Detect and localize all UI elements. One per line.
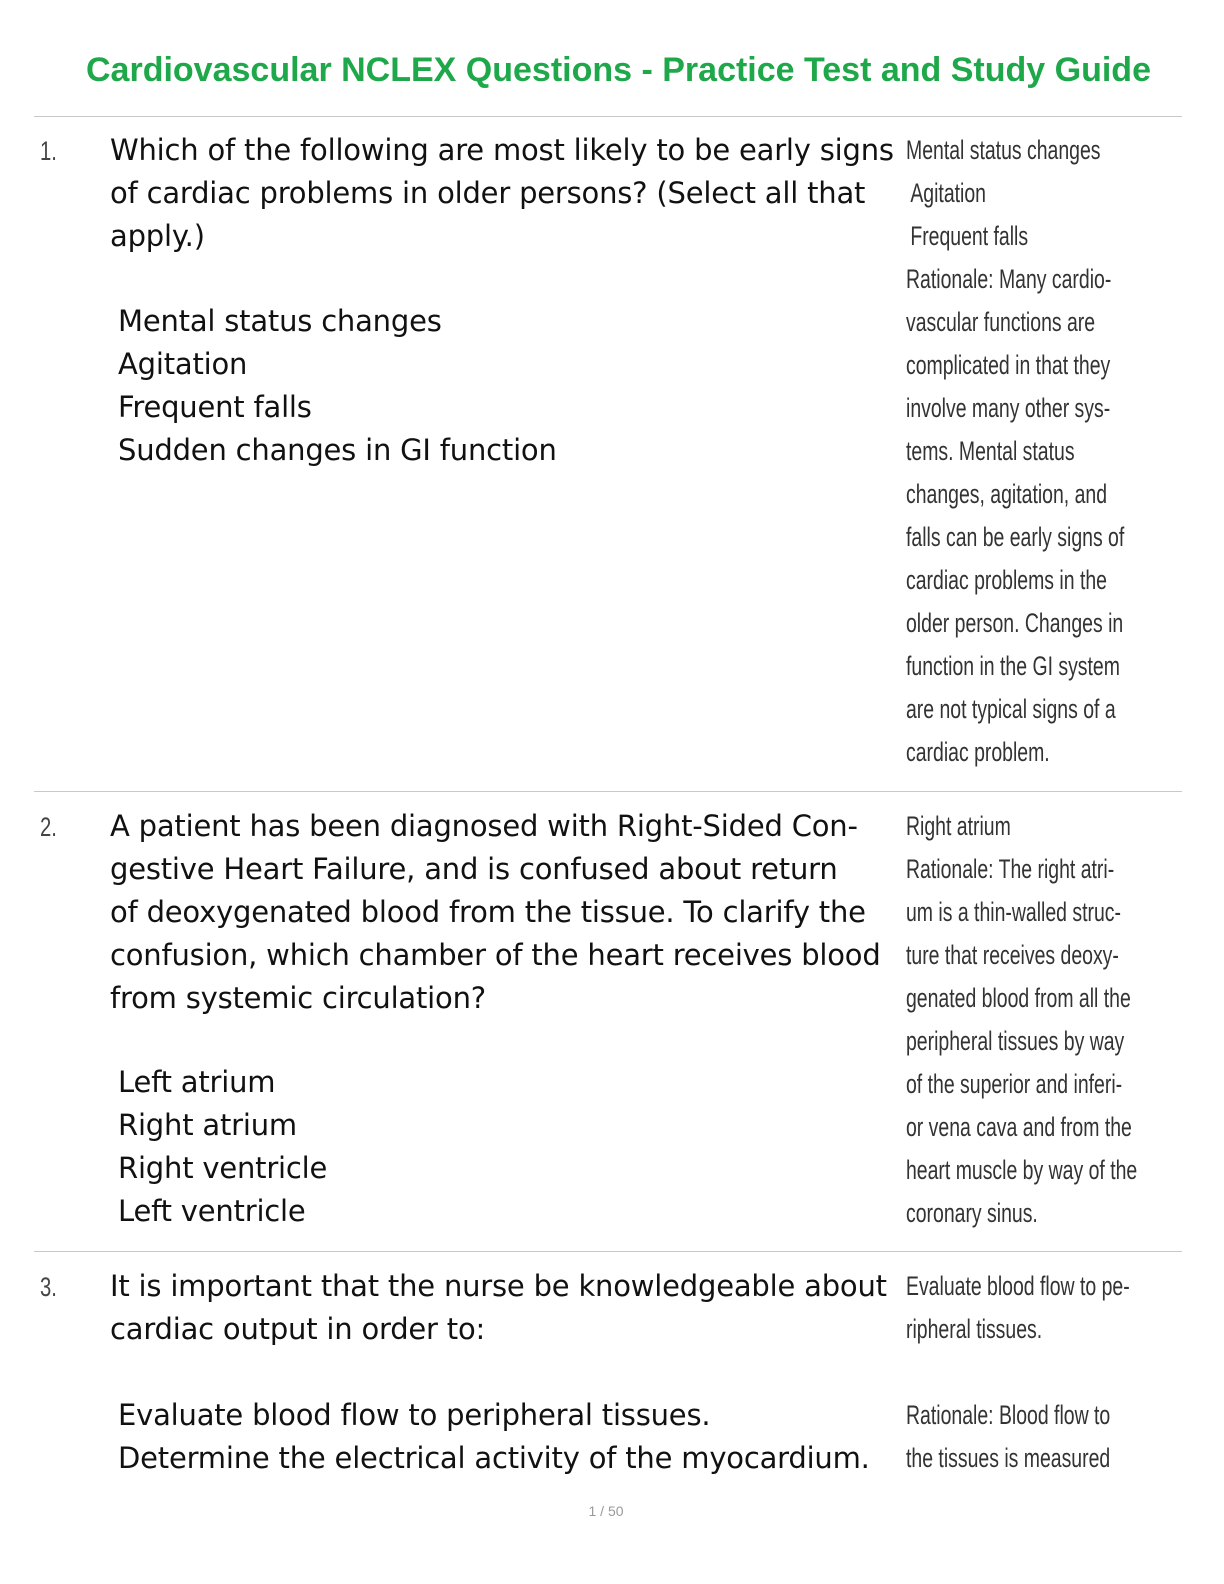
question-line: of cardiac problems in older persons? (Select all that — [110, 176, 866, 210]
answer-line: older person. Changes in — [906, 608, 1124, 638]
answer-line: Right atrium — [906, 811, 1011, 841]
option-item: Frequent falls — [118, 390, 312, 424]
answer-line: Rationale: Many cardio- — [906, 264, 1112, 294]
divider — [34, 116, 1182, 117]
answer-line: Evaluate blood flow to pe- — [906, 1271, 1130, 1301]
page-title: Cardiovascular NCLEX Questions - Practice Test and Study Guide — [86, 51, 1151, 89]
answer-line: are not typical signs of a — [906, 694, 1116, 724]
answer-line: Rationale: The right atri- — [906, 854, 1115, 884]
option-item: Right atrium — [118, 1108, 297, 1142]
question-line: cardiac output in order to: — [110, 1312, 486, 1346]
option-item: Right ventricle — [118, 1151, 328, 1185]
answer-line: Frequent falls — [910, 221, 1029, 251]
answer-line — [906, 1351, 1151, 1394]
answer-line: complicated in that they — [906, 350, 1111, 380]
option-item: Mental status changes — [118, 304, 442, 338]
divider — [34, 1251, 1182, 1252]
answer-line: heart muscle by way of the — [906, 1155, 1138, 1185]
option-list — [118, 1394, 870, 1480]
answer-line: ripheral tissues. — [906, 1314, 1043, 1344]
answer-line: cardiac problems in the — [906, 565, 1107, 595]
question-line: gestive Heart Failure, and is confused about return — [110, 852, 838, 886]
answer-line: tems. Mental status — [906, 436, 1075, 466]
answer-line: peripheral tissues by way — [906, 1026, 1125, 1056]
option-list — [118, 1061, 327, 1233]
question-line: A patient has been diagnosed with Right-Sided Con- — [110, 809, 858, 843]
question-line: apply.) — [110, 219, 205, 253]
option-item: Evaluate blood flow to peripheral tissues. — [118, 1398, 711, 1432]
question-line: of deoxygenated blood from the tissue. To clarify the — [110, 895, 866, 929]
question-line: It is important that the nurse be knowledgeable about — [110, 1269, 887, 1303]
answer-line: ture that receives deoxy- — [906, 940, 1119, 970]
answer-line: falls can be early signs of — [906, 522, 1125, 552]
answer-line: vascular functions are — [906, 307, 1096, 337]
answer-line: um is a thin-walled struc- — [906, 897, 1121, 927]
answer-line: or vena cava and from the — [906, 1112, 1132, 1142]
answer-line: involve many other sys- — [906, 393, 1111, 423]
question-number: 2. — [40, 812, 57, 842]
answer-line: coronary sinus. — [906, 1198, 1038, 1228]
answer-line: function in the GI system — [906, 651, 1120, 681]
answer-line: Mental status changes — [906, 135, 1101, 165]
answer-text — [906, 129, 1151, 774]
answer-line: Agitation — [910, 178, 986, 208]
question-text — [110, 129, 900, 258]
question-text — [110, 805, 900, 1020]
question-text — [110, 1265, 900, 1351]
option-item: Determine the electrical activity of the myocardium. — [118, 1441, 870, 1475]
question-number: 1. — [40, 136, 57, 166]
answer-text — [906, 805, 1151, 1235]
answer-line: changes, agitation, and — [906, 479, 1108, 509]
option-item: Left atrium — [118, 1065, 276, 1099]
option-item: Left ventricle — [118, 1194, 306, 1228]
page-number: 1 / 50 — [588, 1503, 624, 1519]
question-line: Which of the following are most likely to be early signs — [110, 133, 894, 167]
option-list — [118, 300, 557, 472]
question-number: 3. — [40, 1272, 57, 1302]
question-line: from systemic circulation? — [110, 981, 486, 1015]
divider — [34, 791, 1182, 792]
question-line: confusion, which chamber of the heart receives blood — [110, 938, 881, 972]
answer-line: the tissues is measured — [906, 1443, 1111, 1473]
answer-line: Rationale: Blood flow to — [906, 1400, 1111, 1430]
answer-line: genated blood from all the — [906, 983, 1131, 1013]
option-item: Agitation — [118, 347, 248, 381]
option-item: Sudden changes in GI function — [118, 433, 557, 467]
answer-text — [906, 1265, 1151, 1480]
answer-line: cardiac problem. — [906, 737, 1050, 767]
answer-line: of the superior and inferi- — [906, 1069, 1123, 1099]
